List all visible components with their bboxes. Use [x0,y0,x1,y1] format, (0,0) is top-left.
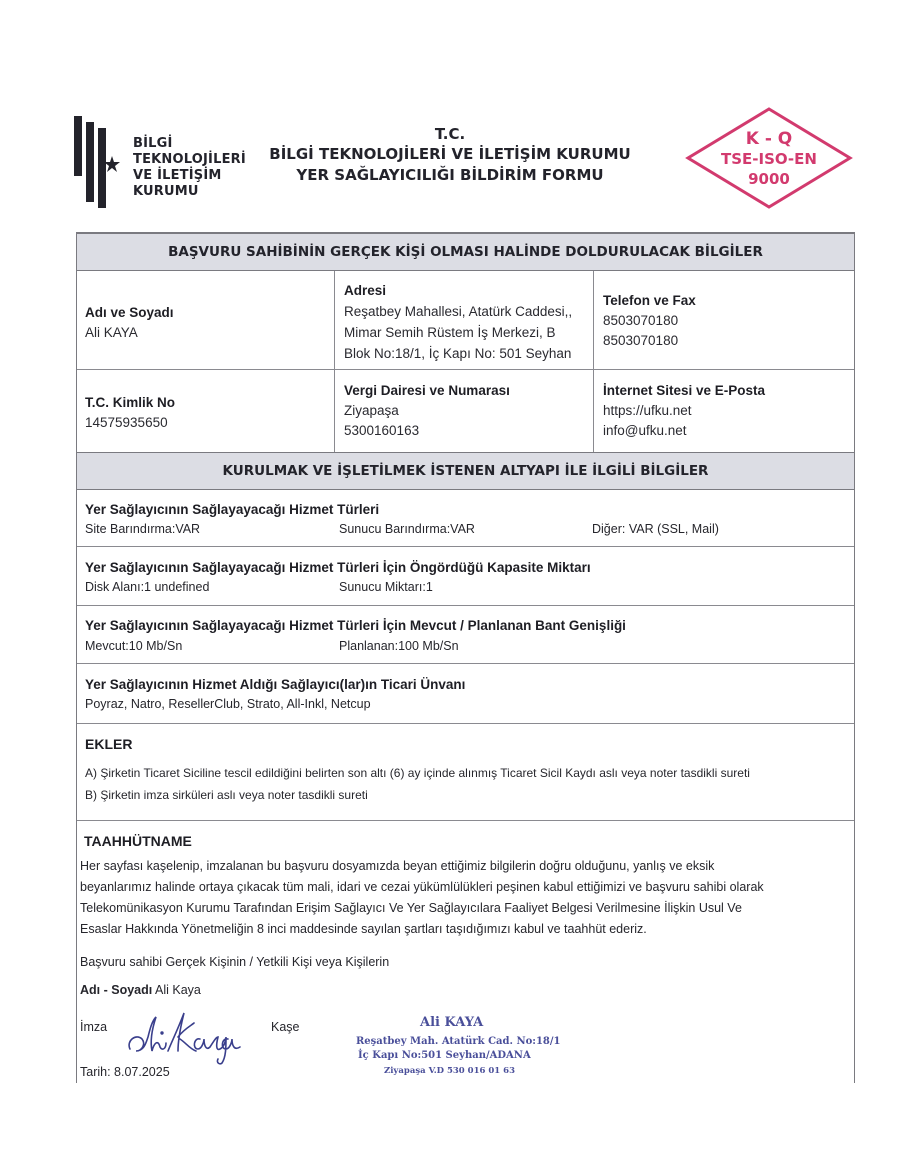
iso-certification-badge [684,106,854,210]
tax-label: Vergi Dairesi ve Numarası [344,383,510,398]
tc-label: T.C. Kimlik No [85,395,176,410]
other-services-value: Diğer: VAR (SSL, Mail) [592,522,719,536]
name-surname-value: Ali Kaya [155,983,201,997]
address-line: Reşatbey Mahallesi, Atatürk Caddesi,, [344,304,573,319]
stamp-line-3: Ziyapaşa V.D 530 016 01 63 [384,1066,516,1076]
attachment-item: B) Şirketin imza sirküleri aslı veya noter tasdikli sureti [85,788,368,802]
cert-line-3: 9000 [748,170,790,188]
web-label: İnternet Sitesi ve E-Posta [603,383,766,398]
fax-value: 8503070180 [603,333,679,348]
address-line: Mimar Semih Rüstem İş Merkezi, B [344,325,556,340]
address-label: Adresi [344,283,387,298]
tc-value: 14575935650 [85,415,168,430]
website-value: https://ufku.net [603,403,692,418]
attachments-title: EKLER [85,736,133,752]
stamp-line-2: İç Kapı No:501 Seyhan/ADANA [358,1050,531,1061]
planned-bandwidth-value: Planlanan:100 Mb/Sn [339,639,459,653]
address-value [344,301,572,364]
logo-line: KURUMU [133,184,199,199]
logo-line: TEKNOLOJİLERİ [133,152,246,167]
declaration-line: beyanlarımız halinde ortaya çıkacak tüm mali, idari ve cezai yükümlülükleri peşinen kabul ettiğimizi ve başvuru sahibi olarak [80,880,764,894]
seal-label: Kaşe [271,1020,300,1034]
header-institution: BİLGİ TEKNOLOJİLERİ VE İLETİŞİM KURUMU [269,145,631,163]
tax-office-value: Ziyapaşa [344,403,399,418]
capacity-label: Yer Sağlayıcının Sağlayayacağı Hizmet Türleri İçin Öngördüğü Kapasite Miktarı [85,560,591,575]
form-title: YER SAĞLAYICILIĞI BİLDİRİM FORMU [296,166,604,184]
signature-label: İmza [80,1020,108,1034]
address-line: Blok No:18/1, İç Kapı No: 501 Seyhan [344,346,572,361]
declaration-line: Her sayfası kaşelenip, imzalanan bu başvuru dosyamızda beyan ettiğimiz bilgilerin doğru olduğunu, yanlış ve eksik [80,859,715,873]
name-value: Ali KAYA [85,325,138,340]
email-value: info@ufku.net [603,423,687,438]
current-bandwidth-value: Mevcut:10 Mb/Sn [85,639,183,653]
handwritten-signature [122,1007,250,1067]
stamp-line-1: Reşatbey Mah. Atatürk Cad. No:18/1 [356,1036,561,1047]
server-hosting-value: Sunucu Barındırma:VAR [339,522,475,536]
date-value: Tarih: 8.07.2025 [80,1065,170,1079]
name-label: Adı ve Soyadı [85,305,174,320]
declaration-line: Esaslar Hakkında Yönetmeliğin 8 inci maddesinde sayılan şartları taşıdığımızı kabul ve taahhüt ederiz. [80,922,647,936]
form-header [240,124,660,186]
section-infrastructure-title: KURULMAK VE İŞLETİLMEK İSTENEN ALTYAPI İLE İLGİLİ BİLGİLER [77,452,854,490]
header-tc: T.C. [434,125,466,143]
phone-label: Telefon ve Fax [603,293,696,308]
providers-label: Yer Sağlayıcının Hizmet Aldığı Sağlayıcı(lar)ın Ticari Ünvanı [85,677,466,692]
attachment-item: A) Şirketin Ticaret Siciline tescil edildiğini belirten son altı (6) ay içinde alınmış Ticaret Sicil Kaydı aslı veya noter tasdikli sureti [85,766,750,780]
bandwidth-label: Yer Sağlayıcının Sağlayayacağı Hizmet Türleri İçin Mevcut / Planlanan Bant Genişliği [85,618,626,633]
disk-space-value: Disk Alanı:1 undefined [85,580,210,594]
tax-number-value: 5300160163 [344,423,420,438]
server-count-value: Sunucu Miktarı:1 [339,580,433,594]
btk-logo-text [133,136,246,200]
section-applicant-title: BAŞVURU SAHİBİNİN GERÇEK KİŞİ OLMASI HALİNDE DOLDURULACAK BİLGİLER [77,233,854,271]
logo-line: VE İLETİŞİM [133,168,222,183]
applicant-line: Başvuru sahibi Gerçek Kişinin / Yetkili Kişi veya Kişilerin [80,955,390,969]
declaration-title: TAAHHÜTNAME [84,833,192,849]
name-surname-label: Adı - Soyadı [80,983,153,997]
logo-line: BİLGİ [133,136,173,151]
cert-line-2: TSE-ISO-EN [721,150,817,168]
phone-value: 8503070180 [603,313,679,328]
stamp-name: Ali KAYA [420,1015,484,1030]
declaration-line: Telekomünikasyon Kurumu Tarafından Erişim Sağlayıcı Ve Yer Sağlayıcılara Faaliyet Belgesi Verilmesine İlişkin Usul Ve [80,901,742,915]
declaration-text [80,856,810,940]
services-label: Yer Sağlayıcının Sağlayayacağı Hizmet Türleri [85,502,380,517]
site-hosting-value: Site Barındırma:VAR [85,522,201,536]
providers-value: Poyraz, Natro, ResellerClub, Strato, All-Inkl, Netcup [85,697,371,711]
name-surname-row [80,983,201,997]
btk-logo-icon [72,112,130,212]
cert-line-1: K - Q [745,129,793,149]
